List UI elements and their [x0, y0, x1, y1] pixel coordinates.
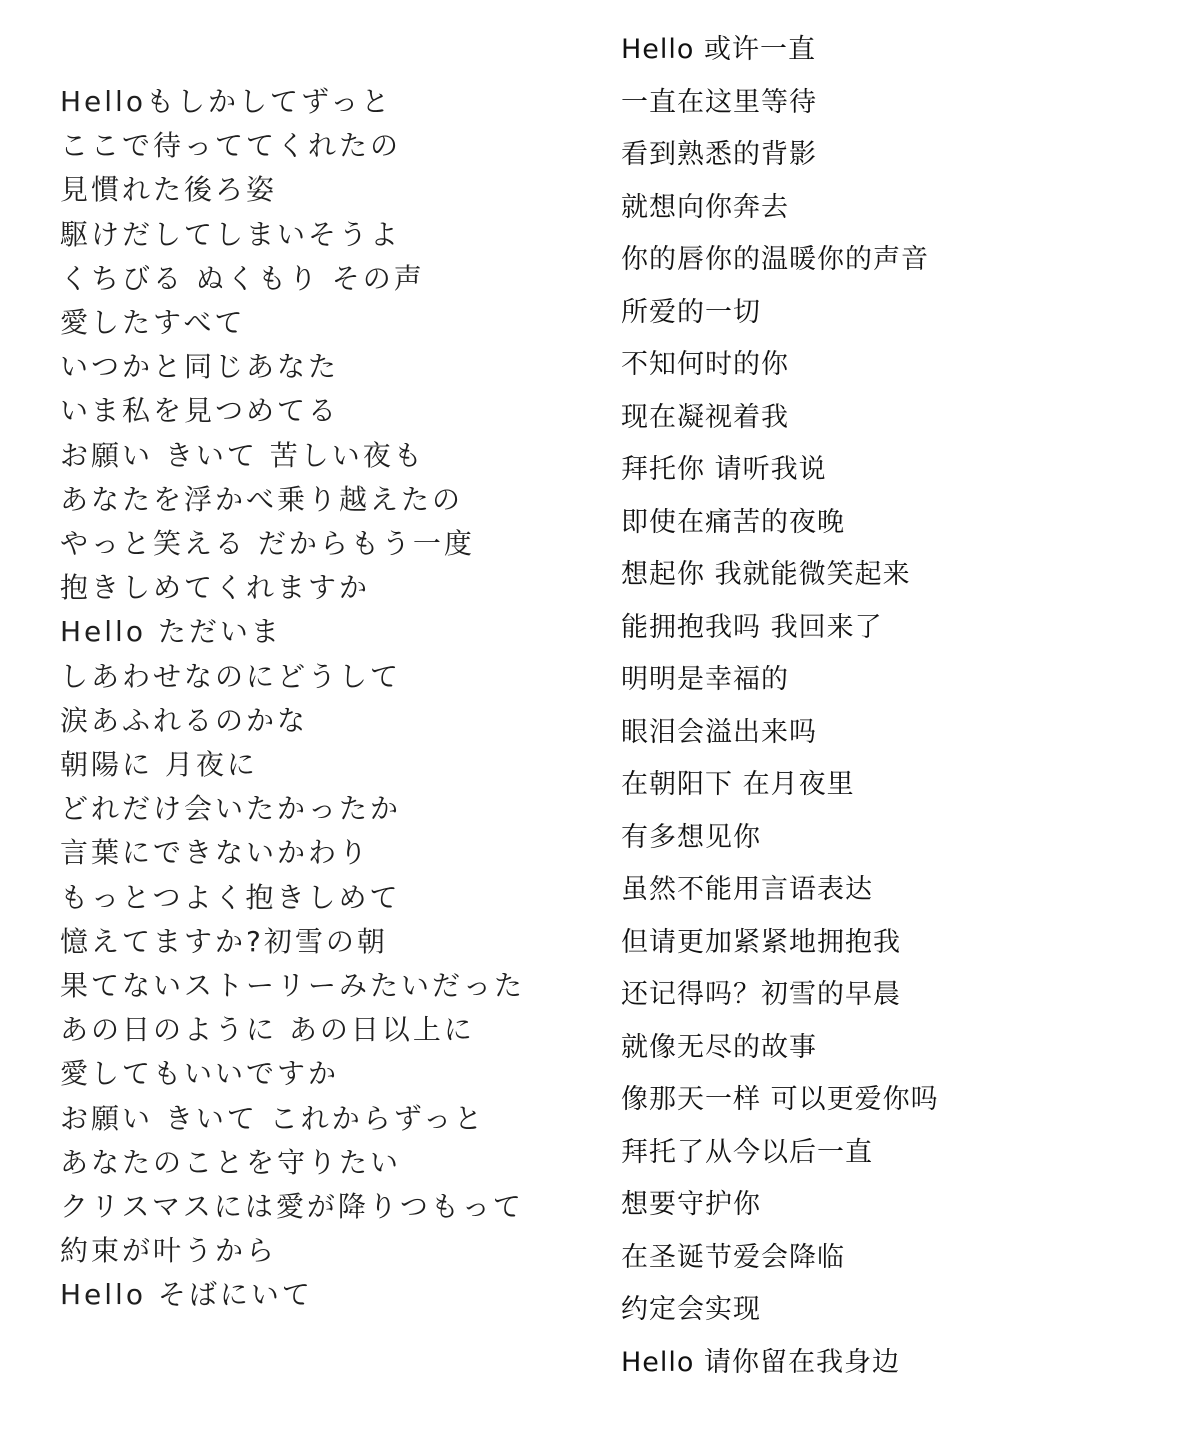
- japanese-lyric-line: もっとつよく抱きしめて: [60, 880, 401, 914]
- japanese-lyric-line: 約束が叶うから: [60, 1234, 278, 1268]
- japanese-lyric-line: 憶えてますか?初雪の朝: [60, 924, 388, 958]
- japanese-lyric-line: くちびる ぬくもり その声: [60, 261, 425, 295]
- japanese-lyric-line: クリスマスには愛が降りつもって: [60, 1190, 524, 1224]
- japanese-lyric-line: やっと笑える だからもう一度: [60, 527, 475, 561]
- japanese-lyric-line: 果てないストーリーみたいだった: [60, 969, 526, 1003]
- chinese-lyrics-column: [621, 24, 1161, 1389]
- chinese-lyric-line: 一直在这里等待: [621, 86, 817, 118]
- chinese-lyric-line: 不知何时的你: [621, 349, 789, 380]
- japanese-lyric-line: あなたを浮かべ乗り越えたの: [60, 482, 464, 516]
- japanese-lyric-line: Hello ただいま: [60, 615, 282, 649]
- japanese-lyric-line: 愛したすべて: [60, 306, 246, 340]
- chinese-lyric-line: 现在凝视着我: [621, 401, 789, 433]
- japanese-lyric-line: 愛してもいいですか: [60, 1057, 340, 1091]
- japanese-lyrics-column: [60, 80, 560, 1318]
- japanese-lyric-line: 駆けだしてしまいそうよ: [60, 217, 402, 251]
- chinese-lyric-line: 能拥抱我吗 我回来了: [621, 611, 883, 643]
- chinese-lyric-line: 拜托了从今以后一直: [621, 1136, 873, 1168]
- japanese-lyric-line: しあわせなのにどうして: [60, 659, 402, 693]
- japanese-lyric-line: 言葉にできないかわり: [60, 836, 371, 870]
- chinese-lyric-line: 在朝阳下 在月夜里: [621, 769, 855, 800]
- japanese-lyric-line: 朝陽に 月夜に: [60, 748, 258, 782]
- chinese-lyric-line: 有多想见你: [621, 821, 761, 853]
- chinese-lyric-line: 眼泪会溢出来吗: [621, 716, 817, 748]
- chinese-lyric-line: 约定会实现: [621, 1294, 761, 1325]
- chinese-lyric-line: 即使在痛苦的夜晚: [621, 506, 845, 538]
- japanese-lyric-line: 抱きしめてくれますか: [60, 571, 371, 605]
- chinese-lyric-line: 就像无尽的故事: [621, 1031, 817, 1063]
- japanese-lyric-line: いま私を見つめてる: [60, 394, 340, 428]
- japanese-lyric-line: 涙あふれるのかな: [60, 703, 309, 737]
- japanese-lyric-line: あなたのことを守りたい: [60, 1145, 402, 1179]
- chinese-lyric-line: 你的唇你的温暖你的声音: [621, 244, 929, 275]
- japanese-lyric-line: どれだけ会いたかったか: [60, 792, 402, 826]
- chinese-lyric-line: 拜托你 请听我说: [621, 454, 827, 485]
- japanese-lyric-line: ここで待っててくれたの: [60, 129, 402, 163]
- japanese-lyric-line: Hello そばにいて: [60, 1278, 313, 1312]
- chinese-lyric-line: 还记得吗？初雪的早晨: [621, 979, 901, 1010]
- chinese-lyric-line: 像那天一样 可以更爱你吗: [621, 1084, 939, 1115]
- japanese-lyric-line: お願い きいて 苦しい夜も: [60, 438, 425, 472]
- chinese-lyric-line: 就想向你奔去: [621, 191, 789, 223]
- chinese-lyric-line: 所爱的一切: [621, 296, 761, 328]
- chinese-lyric-line: 看到熟悉的背影: [621, 139, 817, 170]
- japanese-lyric-line: あの日のように あの日以上に: [60, 1013, 475, 1047]
- japanese-lyric-line: お願い きいて これからずっと: [60, 1101, 486, 1135]
- chinese-lyric-line: 虽然不能用言语表达: [621, 874, 873, 905]
- chinese-lyric-line: Hello 请你留在我身边: [621, 1346, 901, 1378]
- chinese-lyric-line: 在圣诞节爱会降临: [621, 1241, 845, 1273]
- japanese-lyric-line: いつかと同じあなた: [60, 350, 340, 384]
- chinese-lyric-line: 想要守护你: [621, 1189, 761, 1220]
- chinese-lyric-line: 明明是幸福的: [621, 664, 789, 695]
- chinese-lyric-line: 想起你 我就能微笑起来: [621, 559, 911, 590]
- chinese-lyric-line: Hello 或许一直: [621, 34, 817, 65]
- japanese-lyric-line: 見慣れた後ろ姿: [60, 173, 278, 207]
- chinese-lyric-line: 但请更加紧紧地拥抱我: [621, 926, 901, 958]
- japanese-lyric-line: Helloもしかしてずっと: [60, 85, 393, 118]
